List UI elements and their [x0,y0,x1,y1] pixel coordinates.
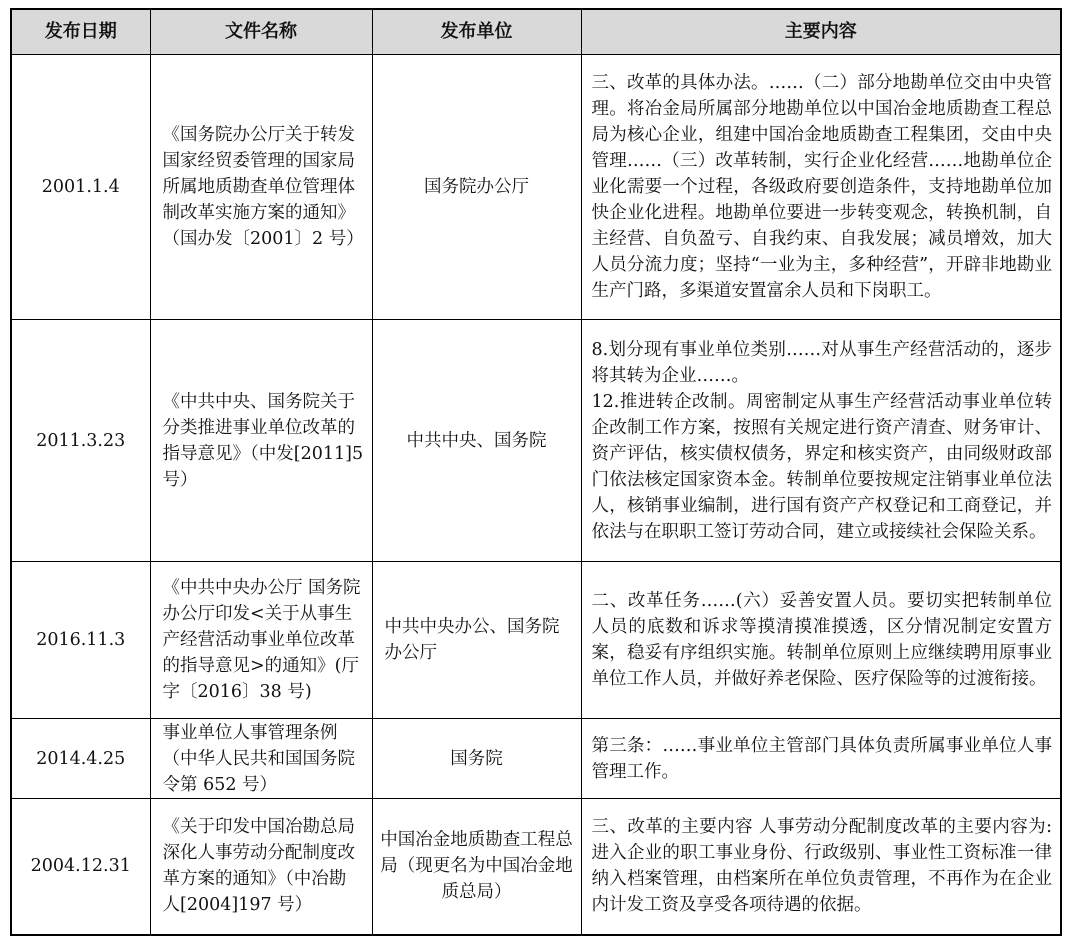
cell-issuer: 国务院办公厅 [372,55,581,320]
cell-content [581,320,1061,562]
cell-content [581,55,1061,320]
cell-issuer: 中共中央、国务院 [372,320,581,562]
header-row [11,9,1061,55]
content-paragraph: 8.划分现有事业单位类别……对从事生产经营活动的，逐步将其转为企业……。 [591,339,1052,386]
cell-date: 2004.12.31 [11,799,150,935]
content-paragraph: 三、改革的具体办法。……（二）部分地勘单位交由中央管理。将冶金局所属部分地勘单位以中国冶金地质勘查工程总局为核心企业，组建中国冶金地质勘查工程集团，交由中央管理……（三）改革转制，实行企业化经营……地勘单位企业化需要一个过程，各级政府要创造条件，支持地勘单位加快企业化进程。地勘单位要进一步转变观念，转换机制，自主经营、自负盈亏、自我约束、自我发展；减员增效，加大人员分流力度；坚持“一业为主，多种经营”，开辟非地勘业生产门路，多渠道安置富余人员和下岗职工。 [591,73,1052,301]
table-row [11,55,1061,320]
cell-doc-name: 事业单位人事管理条例（中华人民共和国国务院令第 652 号） [150,719,372,799]
content-paragraph: 二、改革任务……(六）妥善安置人员。要切实把转制单位人员的底数和诉求等摸清摸准摸透，区分情况制定安置方案，稳妥有序组织实施。转制单位原则上应继续聘用原事业单位工作人员，并做好养老保险、医疗保险等的过渡衔接。 [591,591,1052,689]
cell-date: 2014.4.25 [11,719,150,799]
header-content: 主要内容 [581,9,1061,55]
cell-date: 2016.11.3 [11,562,150,719]
header-date: 发布日期 [11,9,150,55]
header-issuer: 发布单位 [372,9,581,55]
cell-doc-name: 《关于印发中国冶勘总局深化人事劳动分配制度改革方案的通知》（中冶勘人[2004]197 号） [150,799,372,935]
cell-issuer: 中国冶金地质勘查工程总局（现更名为中国冶金地质总局） [372,799,581,935]
cell-doc-name: 《中共中央、国务院关于分类推进事业单位改革的指导意见》（中发[2011]5 号） [150,320,372,562]
content-paragraph: 三、改革的主要内容 人事劳动分配制度改革的主要内容为:进入企业的职工事业身份、行政级别、事业性工资标准一律纳入档案管理，由档案所在单位负责管理，不再作为在企业内计发工资及享受各项待遇的依据。 [591,817,1052,916]
header-doc-name: 文件名称 [150,9,372,55]
document-table-wrapper [10,8,1062,936]
table-row [11,320,1061,562]
cell-content [581,562,1061,719]
table-row [11,719,1061,799]
cell-date: 2011.3.23 [11,320,150,562]
content-paragraph: 12.推进转企改制。周密制定从事生产经营活动事业单位转企改制工作方案，按照有关规定进行资产清查、财务审计、资产评估，核实债权债务，界定和核实资产，由同级财政部门依法核定国家资本金。转制单位要按规定注销事业单位法人，核销事业编制，进行国有资产产权登记和工商登记，并依法与在职职工签订劳动合同，建立或接续社会保险关系。 [591,391,1052,542]
cell-content [581,719,1061,799]
content-paragraph: 第三条：……事业单位主管部门具体负责所属事业单位人事管理工作。 [591,735,1052,782]
cell-doc-name: 《中共中央办公厅 国务院办公厅印发<关于从事生产经营活动事业单位改革的指导意见>的通知》(厅字〔2016〕38 号) [150,562,372,719]
table-row [11,799,1061,935]
cell-content [581,799,1061,935]
cell-issuer: 国务院 [372,719,581,799]
table-row [11,562,1061,719]
cell-issuer: 中共中央办公、国务院办公厅 [372,562,581,719]
cell-doc-name: 《国务院办公厅关于转发国家经贸委管理的国家局所属地质勘查单位管理体制改革实施方案的通知》（国办发〔2001〕2 号） [150,55,372,320]
policy-table [10,8,1062,936]
cell-date: 2001.1.4 [11,55,150,320]
